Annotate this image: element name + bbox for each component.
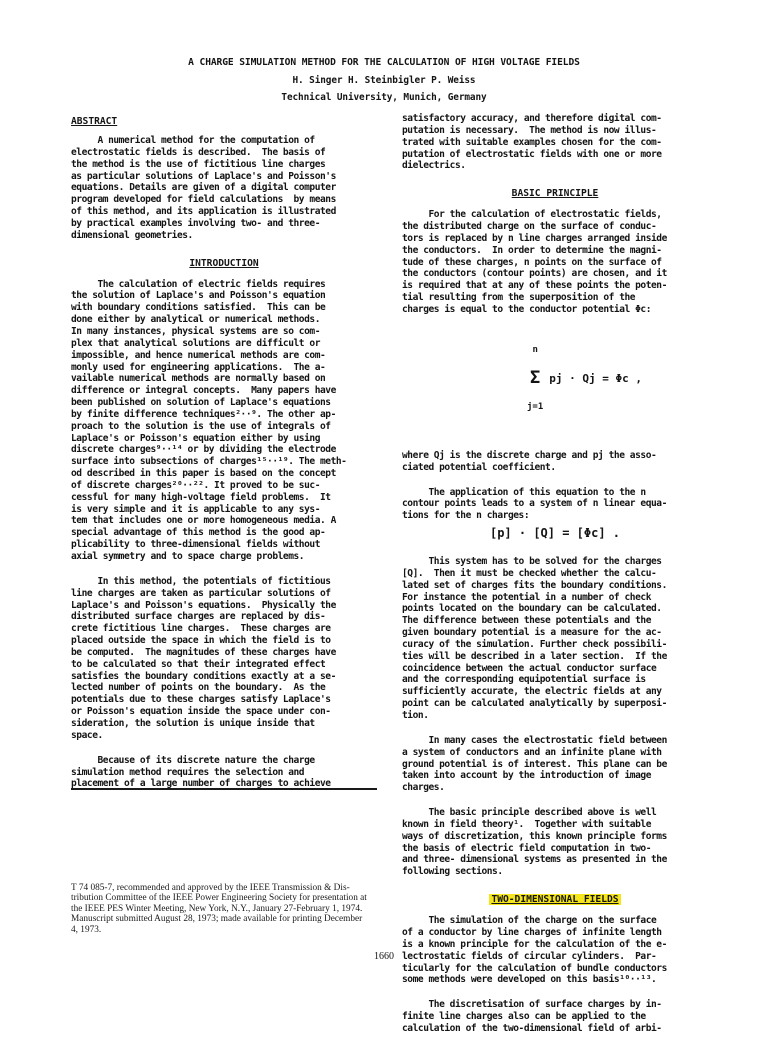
basic-principle-paragraph-3: The application of this equation to the n contour points leads to a system of n linear equa- tions for the n charges: [402,486,667,522]
paper-title: A CHARGE SIMULATION METHOD FOR THE CALCULATION OF HIGH VOLTAGE FIELDS [188,57,580,68]
manuscript-footnote: T 74 085-7, recommended and approved by the IEEE Transmission & Dis- tribution Committee of the IEEE Power Engineering Society for presentation at the IEEE PES Winter Meeting, New York, N.Y., January 27-February 1, 1974. Manuscript submitted August 28, 1973; made available for printing December 4, 1973. [71,883,367,935]
abstract-heading: ABSTRACT [71,116,118,127]
summation-equation-body: pj · Qj = Φc , [549,372,642,386]
introduction-heading: INTRODUCTION [189,257,259,269]
summation-upper-limit: n [532,344,538,355]
page-number: 1660 [374,951,394,962]
two-dimensional-paragraph-1: The simulation of the charge on the surface of a conductor by line charges of infinite length is a known principle for the calculation of the e- lectrostatic fields of circular cylinders. Par- ticularly for the calculation of bundle conductors some methods were developed on this basis¹⁰··¹³. [402,915,667,986]
basic-principle-paragraph-6: The basic principle described above is well known in field theory¹. Together with suitable ways of discretization, this known principle forms the basis of electric field computation in two- and three- dimensional systems as presented in the following sections. [402,807,667,878]
paper-authors: H. Singer H. Steinbigler P. Weiss [292,74,476,86]
left-column [71,113,377,803]
right-column [402,113,708,1048]
introduction-paragraph-2: In this method, the potentials of fictitious line charges are taken as particular solutions of Laplace's and Poisson's equations. Physically the distributed surface charges are replaced by dis- crete fictitious line charges. These charges are placed outside the space in which the field is to be computed. The magnitudes of these charges have to be calculated so that their integrated effect satisfies the boundary conditions exactly at a se- lected number of points on the boundary. As the potentials due to these charges satisfy Laplace's or Poisson's equation inside the space under con- sideration, the solution is unique inside that space. [71,575,336,741]
summation-operator [495,331,544,427]
column-divider-rule [71,788,377,790]
basic-principle-heading: BASIC PRINCIPLE [511,188,599,200]
matrix-equation: [p] · [Q] = [Φc] . [489,526,621,541]
basic-principle-paragraph-4: This system has to be solved for the charges [Q]. Then it must be checked whether the calcu- lated set of charges fits the boundary conditions. For instance the potential in a number of check points located on the boundary can be calculated. The difference between these potentials and the given boundary potential is a measure for the ac- curacy of the simulation. Further check possibili- ties will be described in a later section. If the coincidence between the actual conductor surface and the corresponding equipotential surface is sufficiently accurate, the electric fields at any point can be calculated analytically by superposi- tion. [402,556,667,721]
basic-principle-paragraph-2: where Qj is the discrete charge and pj the asso- ciated potential coefficient. [402,449,657,473]
paper-header [0,54,768,107]
introduction-paragraph-3: Because of its discrete nature the charge simulation method requires the selection and placement of a large number of charges to achieve [71,754,331,790]
sigma-symbol: Σ [530,367,541,388]
abstract-text: A numerical method for the computation of electrostatic fields is described. The basis of the method is the use of fictitious line charges as particular solutions of Laplace's and Poisson's equations. Details are given of a digital computer program developed for field calculations by means of this method, and its application is illustrated by practical examples involving two- and three- dimensional geometries. [71,135,336,241]
summation-lower-limit: j=1 [527,401,544,412]
summation-equation [402,318,708,440]
paper-affiliation: Technical University, Munich, Germany [281,92,487,103]
continued-paragraph: satisfactory accuracy, and therefore digital com- putation is necessary. The method is now illus- trated with suitable examples chosen for the com- putation of electrostatic fields with one or more dielectrics. [402,113,662,172]
highlighted-heading-text: TWO-DIMENSIONAL FIELDS [491,894,619,906]
introduction-paragraph-1: The calculation of electric fields requires the solution of Laplace's and Poisson's equation with boundary conditions satisfied. This can be done either by analytical or numerical methods. In many instances, physical systems are so com- plex that analytical solutions are difficult or impossible, and hence numerical methods are com- monly used for engineering applications. The a- vailable numerical methods are normally based on difference or integral concepts. Many papers have been published on solution of Laplace's equations by finite difference techniques²··⁹. The other ap- proach to the solution is the use of integrals of Laplace's or Poisson's equation either by using discrete charges⁹··¹⁴ or by dividing the electrode surface into subsections of charges¹⁵··¹⁹. The meth- od described in this paper is based on the concept of discrete charges²⁰··²². It proved to be suc- cessful for many high-voltage field problems. It is very simple and it is applicable to any sys- tem that includes one or more homogeneous media. A special advantage of this method is the good ap- plicability to three-dimensional fields without axial symmetry and to space charge problems. [71,278,347,562]
basic-principle-paragraph-5: In many cases the electrostatic field between a system of conductors and an infinite plane with ground potential is of interest. This plane can be taken into account by the introduction of image charges. [402,734,667,794]
two-dimensional-paragraph-2: The discretisation of surface charges by in- finite line charges also can be applied to the calculation of the two-dimensional field of arbi- [402,999,662,1034]
basic-principle-paragraph-1: For the calculation of electrostatic fields, the distributed charge on the surface of conduc- tors is replaced by n line charges arranged inside the conductors. In order to determine the magni- tude of these charges, n points on the surface of the conductors (contour points) are chosen, and it is required that at any of these points the poten- tial resulting from the superposition of the charges is equal to the conductor potential Φc: [402,209,667,315]
two-dimensional-heading [402,891,708,909]
